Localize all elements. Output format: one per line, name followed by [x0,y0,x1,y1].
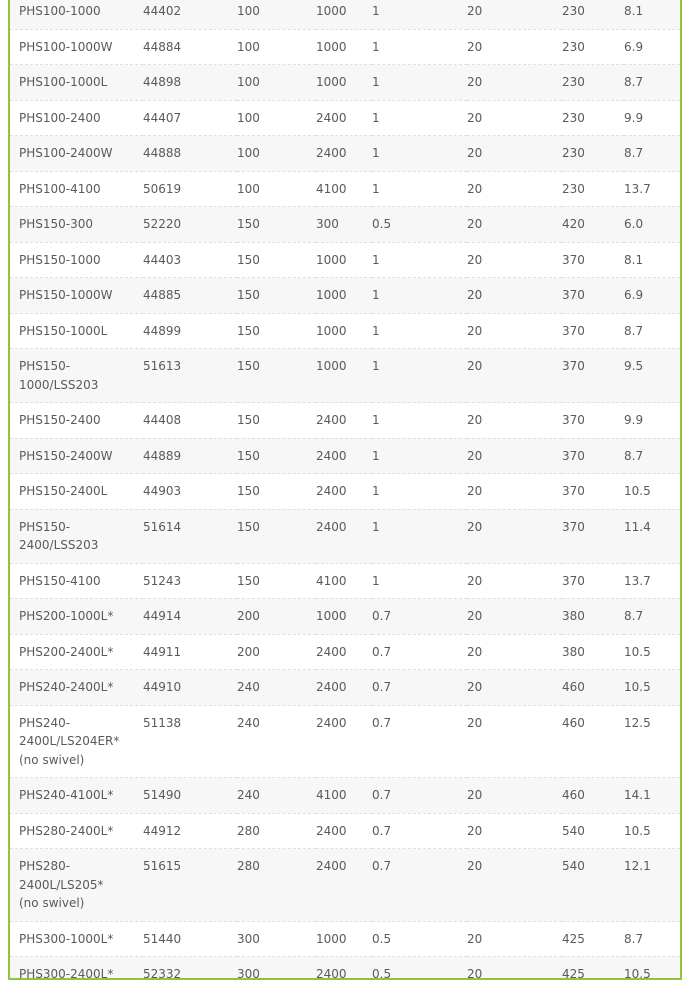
product-table-container [8,0,682,980]
col6-cell: 20 [467,563,562,599]
col8-cell: 8.7 [624,136,680,172]
model-cell: PHS280-2400L* [10,813,143,849]
col7-cell: 370 [562,278,624,314]
col6-cell: 20 [467,65,562,101]
col5-cell: 0.7 [372,599,467,635]
col5-cell: 1 [372,438,467,474]
col8-cell: 9.9 [624,403,680,439]
table-row [10,778,680,814]
col4-cell: 2400 [316,403,372,439]
col4-cell: 1000 [316,349,372,403]
col4-cell: 2400 [316,849,372,922]
table-row [10,921,680,957]
col8-cell: 8.1 [624,242,680,278]
col5-cell: 0.7 [372,670,467,706]
table-row [10,242,680,278]
col7-cell: 370 [562,509,624,563]
model-cell: PHS150-2400L [10,474,143,510]
part-number-cell: 51440 [143,921,237,957]
col8-cell: 9.5 [624,349,680,403]
col6-cell: 20 [467,849,562,922]
model-cell: PHS150-1000L [10,313,143,349]
col5-cell: 1 [372,0,467,29]
col6-cell: 20 [467,705,562,778]
col6-cell: 20 [467,207,562,243]
table-row [10,100,680,136]
part-number-cell: 44903 [143,474,237,510]
col4-cell: 2400 [316,813,372,849]
part-number-cell: 44407 [143,100,237,136]
table-row [10,313,680,349]
col4-cell: 2400 [316,136,372,172]
col6-cell: 20 [467,349,562,403]
col6-cell: 20 [467,242,562,278]
table-row [10,403,680,439]
col8-cell: 13.7 [624,563,680,599]
col6-cell: 20 [467,29,562,65]
col8-cell: 10.5 [624,670,680,706]
col6-cell: 20 [467,474,562,510]
table-row [10,509,680,563]
col3-cell: 300 [237,957,316,981]
part-number-cell: 44884 [143,29,237,65]
table-row [10,207,680,243]
col3-cell: 200 [237,634,316,670]
col5-cell: 1 [372,100,467,136]
col8-cell: 11.4 [624,509,680,563]
table-row [10,171,680,207]
table-row [10,0,680,29]
col5-cell: 1 [372,563,467,599]
col3-cell: 150 [237,313,316,349]
product-spec-table [10,0,680,980]
col6-cell: 20 [467,100,562,136]
col8-cell: 14.1 [624,778,680,814]
part-number-cell: 44910 [143,670,237,706]
col5-cell: 1 [372,29,467,65]
col5-cell: 1 [372,313,467,349]
col8-cell: 8.7 [624,438,680,474]
part-number-cell: 51614 [143,509,237,563]
model-cell: PHS300-2400L* [10,957,143,981]
col3-cell: 280 [237,813,316,849]
col6-cell: 20 [467,313,562,349]
col5-cell: 1 [372,242,467,278]
table-row [10,670,680,706]
col5-cell: 1 [372,349,467,403]
col8-cell: 13.7 [624,171,680,207]
col6-cell: 20 [467,438,562,474]
col3-cell: 280 [237,849,316,922]
col3-cell: 150 [237,349,316,403]
col3-cell: 100 [237,136,316,172]
col6-cell: 20 [467,670,562,706]
col3-cell: 150 [237,278,316,314]
model-cell: PHS240- 2400L/LS204ER* (no swivel) [10,705,143,778]
part-number-cell: 51138 [143,705,237,778]
col5-cell: 1 [372,474,467,510]
model-cell: PHS100-2400 [10,100,143,136]
table-row [10,957,680,981]
col4-cell: 1000 [316,29,372,65]
col8-cell: 8.1 [624,0,680,29]
col5-cell: 0.5 [372,921,467,957]
part-number-cell: 51613 [143,349,237,403]
col3-cell: 100 [237,29,316,65]
col3-cell: 100 [237,65,316,101]
col7-cell: 370 [562,563,624,599]
part-number-cell: 44885 [143,278,237,314]
col7-cell: 370 [562,474,624,510]
col7-cell: 425 [562,957,624,981]
col8-cell: 8.7 [624,599,680,635]
col7-cell: 230 [562,171,624,207]
col5-cell: 0.5 [372,207,467,243]
col3-cell: 100 [237,171,316,207]
part-number-cell: 50619 [143,171,237,207]
col4-cell: 1000 [316,242,372,278]
col5-cell: 0.7 [372,634,467,670]
col4-cell: 4100 [316,778,372,814]
model-cell: PHS200-2400L* [10,634,143,670]
table-row [10,634,680,670]
col4-cell: 1000 [316,599,372,635]
col8-cell: 10.5 [624,957,680,981]
model-cell: PHS100-1000W [10,29,143,65]
col7-cell: 425 [562,921,624,957]
col4-cell: 1000 [316,921,372,957]
model-cell: PHS150-1000W [10,278,143,314]
part-number-cell: 44911 [143,634,237,670]
col7-cell: 230 [562,0,624,29]
col6-cell: 20 [467,136,562,172]
model-cell: PHS100-2400W [10,136,143,172]
col4-cell: 4100 [316,563,372,599]
col4-cell: 2400 [316,100,372,136]
col5-cell: 1 [372,65,467,101]
col8-cell: 12.1 [624,849,680,922]
col7-cell: 380 [562,599,624,635]
model-cell: PHS150-2400W [10,438,143,474]
col4-cell: 1000 [316,313,372,349]
model-cell: PHS150- 1000/LSS203 [10,349,143,403]
col8-cell: 6.9 [624,278,680,314]
model-cell: PHS200-1000L* [10,599,143,635]
col4-cell: 4100 [316,171,372,207]
col4-cell: 2400 [316,705,372,778]
col6-cell: 20 [467,599,562,635]
col5-cell: 0.5 [372,957,467,981]
model-cell: PHS240-2400L* [10,670,143,706]
part-number-cell: 44899 [143,313,237,349]
table-row [10,849,680,922]
col5-cell: 1 [372,136,467,172]
table-row [10,813,680,849]
table-row [10,29,680,65]
col4-cell: 2400 [316,474,372,510]
col7-cell: 380 [562,634,624,670]
col3-cell: 150 [237,242,316,278]
col3-cell: 150 [237,509,316,563]
col7-cell: 540 [562,849,624,922]
col3-cell: 150 [237,403,316,439]
col8-cell: 9.9 [624,100,680,136]
model-cell: PHS100-4100 [10,171,143,207]
part-number-cell: 44912 [143,813,237,849]
part-number-cell: 44889 [143,438,237,474]
col8-cell: 10.5 [624,474,680,510]
col6-cell: 20 [467,509,562,563]
model-cell: PHS150-4100 [10,563,143,599]
col7-cell: 540 [562,813,624,849]
col3-cell: 150 [237,207,316,243]
col3-cell: 300 [237,921,316,957]
col7-cell: 230 [562,65,624,101]
col7-cell: 230 [562,29,624,65]
col6-cell: 20 [467,921,562,957]
col7-cell: 460 [562,778,624,814]
model-cell: PHS150- 2400/LSS203 [10,509,143,563]
table-row [10,349,680,403]
col5-cell: 1 [372,509,467,563]
table-row [10,599,680,635]
col3-cell: 240 [237,670,316,706]
part-number-cell: 51243 [143,563,237,599]
part-number-cell: 44402 [143,0,237,29]
col3-cell: 150 [237,474,316,510]
part-number-cell: 51490 [143,778,237,814]
col8-cell: 6.9 [624,29,680,65]
col6-cell: 20 [467,813,562,849]
model-cell: PHS150-1000 [10,242,143,278]
col4-cell: 300 [316,207,372,243]
col4-cell: 2400 [316,634,372,670]
col4-cell: 1000 [316,278,372,314]
col7-cell: 230 [562,136,624,172]
model-cell: PHS100-1000L [10,65,143,101]
col5-cell: 1 [372,278,467,314]
col5-cell: 0.7 [372,813,467,849]
col7-cell: 370 [562,438,624,474]
table-row [10,438,680,474]
col7-cell: 370 [562,349,624,403]
col7-cell: 420 [562,207,624,243]
col8-cell: 8.7 [624,313,680,349]
col3-cell: 240 [237,778,316,814]
col6-cell: 20 [467,778,562,814]
col3-cell: 150 [237,563,316,599]
col8-cell: 8.7 [624,921,680,957]
model-cell: PHS280- 2400L/LS205* (no swivel) [10,849,143,922]
col3-cell: 240 [237,705,316,778]
col8-cell: 8.7 [624,65,680,101]
col6-cell: 20 [467,0,562,29]
table-body [10,0,680,980]
part-number-cell: 44408 [143,403,237,439]
model-cell: PHS150-300 [10,207,143,243]
part-number-cell: 44898 [143,65,237,101]
table-row [10,136,680,172]
col6-cell: 20 [467,171,562,207]
part-number-cell: 52220 [143,207,237,243]
col4-cell: 1000 [316,0,372,29]
col7-cell: 370 [562,313,624,349]
col5-cell: 1 [372,403,467,439]
col4-cell: 2400 [316,509,372,563]
col5-cell: 1 [372,171,467,207]
col4-cell: 2400 [316,438,372,474]
col6-cell: 20 [467,957,562,981]
col4-cell: 2400 [316,957,372,981]
col8-cell: 6.0 [624,207,680,243]
table-row [10,563,680,599]
col3-cell: 200 [237,599,316,635]
model-cell: PHS150-2400 [10,403,143,439]
part-number-cell: 52332 [143,957,237,981]
col3-cell: 100 [237,0,316,29]
col8-cell: 10.5 [624,813,680,849]
col3-cell: 150 [237,438,316,474]
table-row [10,65,680,101]
col8-cell: 10.5 [624,634,680,670]
col7-cell: 230 [562,100,624,136]
col6-cell: 20 [467,278,562,314]
col7-cell: 460 [562,705,624,778]
col4-cell: 2400 [316,670,372,706]
col7-cell: 370 [562,242,624,278]
col7-cell: 460 [562,670,624,706]
model-cell: PHS240-4100L* [10,778,143,814]
table-row [10,474,680,510]
col6-cell: 20 [467,634,562,670]
col5-cell: 0.7 [372,778,467,814]
part-number-cell: 44888 [143,136,237,172]
table-row [10,278,680,314]
col3-cell: 100 [237,100,316,136]
col8-cell: 12.5 [624,705,680,778]
col6-cell: 20 [467,403,562,439]
col4-cell: 1000 [316,65,372,101]
part-number-cell: 51615 [143,849,237,922]
model-cell: PHS300-1000L* [10,921,143,957]
model-cell: PHS100-1000 [10,0,143,29]
col5-cell: 0.7 [372,705,467,778]
part-number-cell: 44403 [143,242,237,278]
table-row [10,705,680,778]
col5-cell: 0.7 [372,849,467,922]
part-number-cell: 44914 [143,599,237,635]
col7-cell: 370 [562,403,624,439]
